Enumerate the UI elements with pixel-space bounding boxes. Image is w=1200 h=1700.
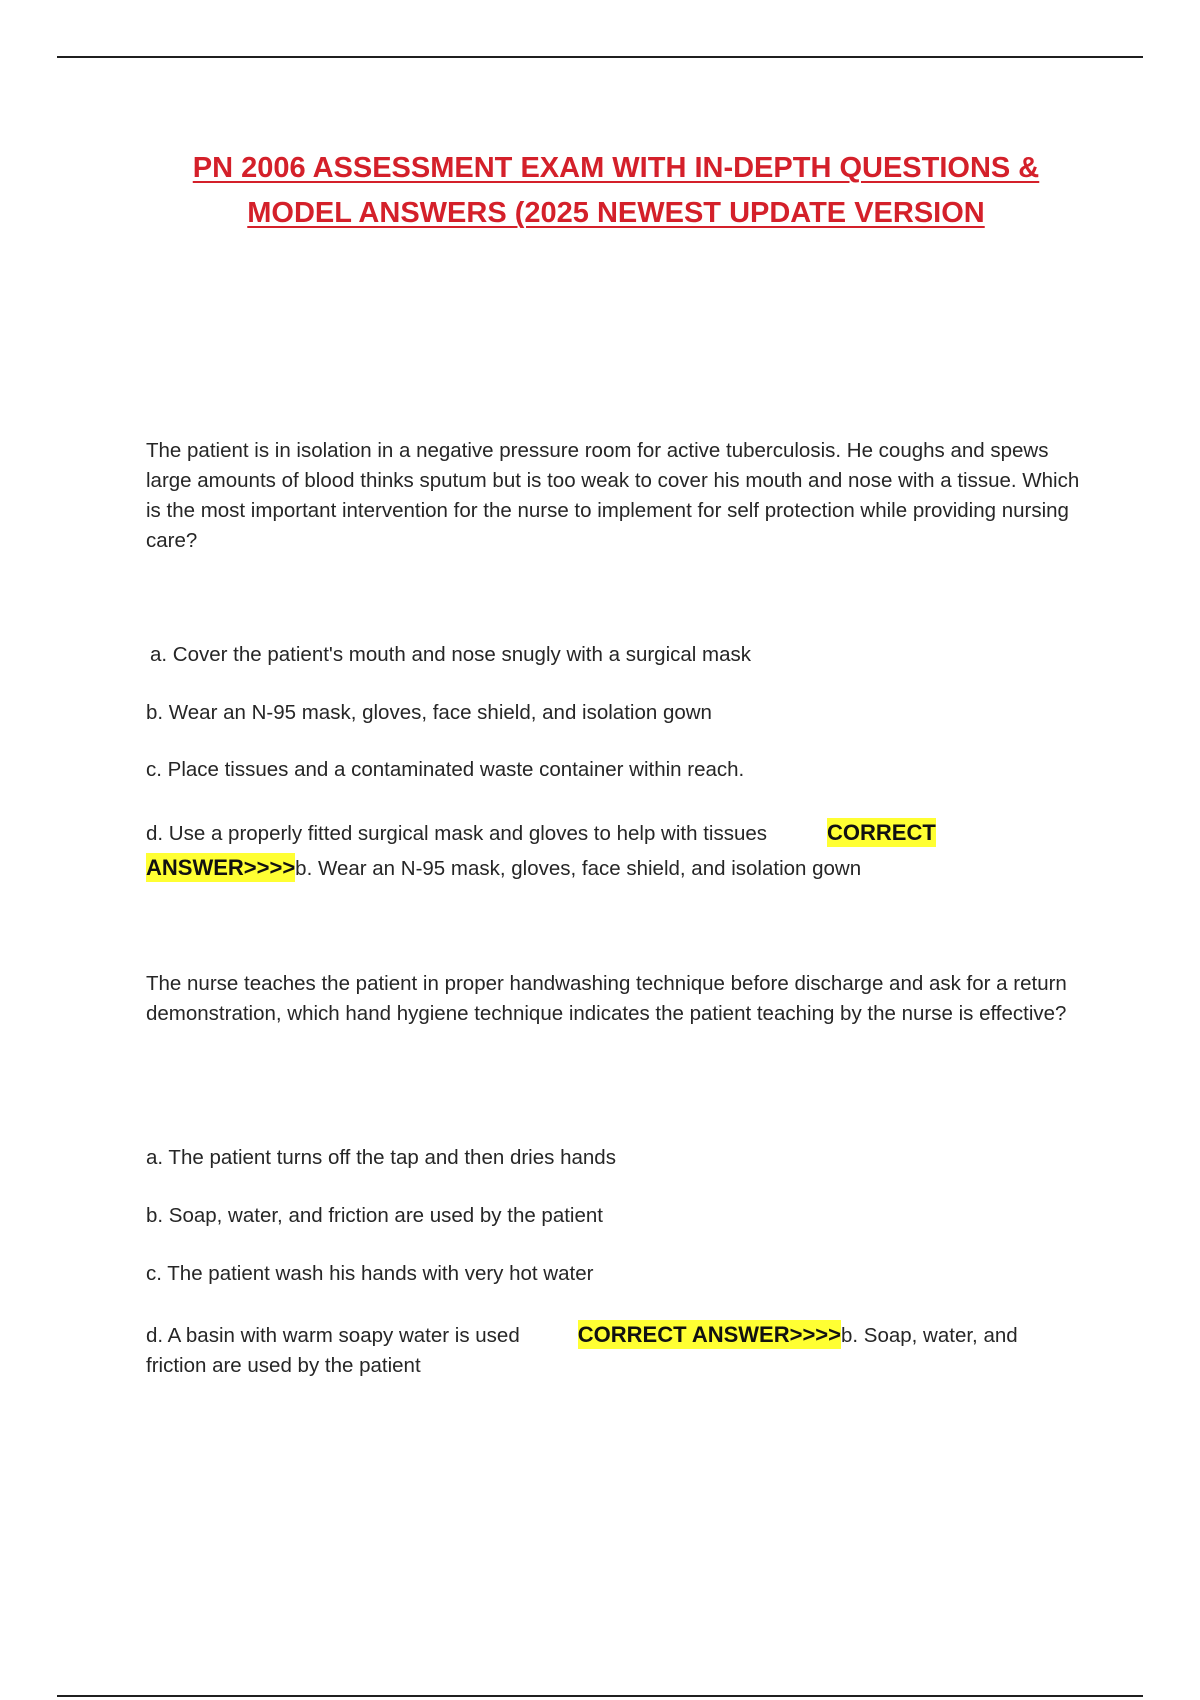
question-1-answer-label-part1: CORRECT bbox=[827, 820, 936, 845]
bottom-rule bbox=[57, 1695, 1143, 1697]
question-1-option-b: b. Wear an N-95 mask, gloves, face shield, and isolation gown bbox=[146, 701, 712, 724]
question-2-answer-text-part1: b. Soap, water, and bbox=[841, 1324, 1018, 1347]
question-2-stem: The nurse teaches the patient in proper handwashing technique before discharge and ask for a return demonstration, which hand hygiene technique indicates the patient teaching by the nurse is effective? bbox=[146, 972, 1067, 1025]
question-2-option-d: d. A basin with warm soapy water is used bbox=[146, 1324, 520, 1347]
question-1-option-d: d. Use a properly fitted surgical mask and gloves to help with tissues bbox=[146, 822, 767, 845]
question-1-option-d-with-answer bbox=[146, 816, 1086, 886]
question-2-option-a: a. The patient turns off the tap and then dries hands bbox=[146, 1146, 616, 1169]
question-1-option-a: a. Cover the patient's mouth and nose snugly with a surgical mask bbox=[150, 643, 752, 666]
top-rule bbox=[57, 56, 1143, 58]
question-1-stem: The patient is in isolation in a negative pressure room for active tuberculosis. He coughs and spews large amounts of blood thinks sputum but is too weak to cover his mouth and nose with a tissue. Which is the most important intervention for the nurse to implement for self protection while providing nursing care? bbox=[146, 439, 1080, 552]
document-title bbox=[120, 146, 1112, 236]
question-2-answer-label: CORRECT ANSWER>>>> bbox=[577, 1322, 841, 1347]
question-2-answer-text-part2: friction are used by the patient bbox=[146, 1354, 421, 1377]
question-1-answer-text: b. Wear an N-95 mask, gloves, face shield, and isolation gown bbox=[295, 857, 862, 880]
title-line-1: PN 2006 ASSESSMENT EXAM WITH IN-DEPTH QUESTIONS & bbox=[192, 152, 1040, 184]
title-line-2: MODEL ANSWERS (2025 NEWEST UPDATE VERSION bbox=[247, 197, 985, 229]
question-1-option-c: c. Place tissues and a contaminated waste container within reach. bbox=[146, 758, 745, 781]
question-2-option-b: b. Soap, water, and friction are used by the patient bbox=[146, 1204, 603, 1227]
question-2-option-d-with-answer bbox=[146, 1320, 1086, 1381]
question-1-answer-label-part2: ANSWER>>>> bbox=[146, 855, 296, 880]
question-2-option-c: c. The patient wash his hands with very hot water bbox=[146, 1262, 594, 1285]
